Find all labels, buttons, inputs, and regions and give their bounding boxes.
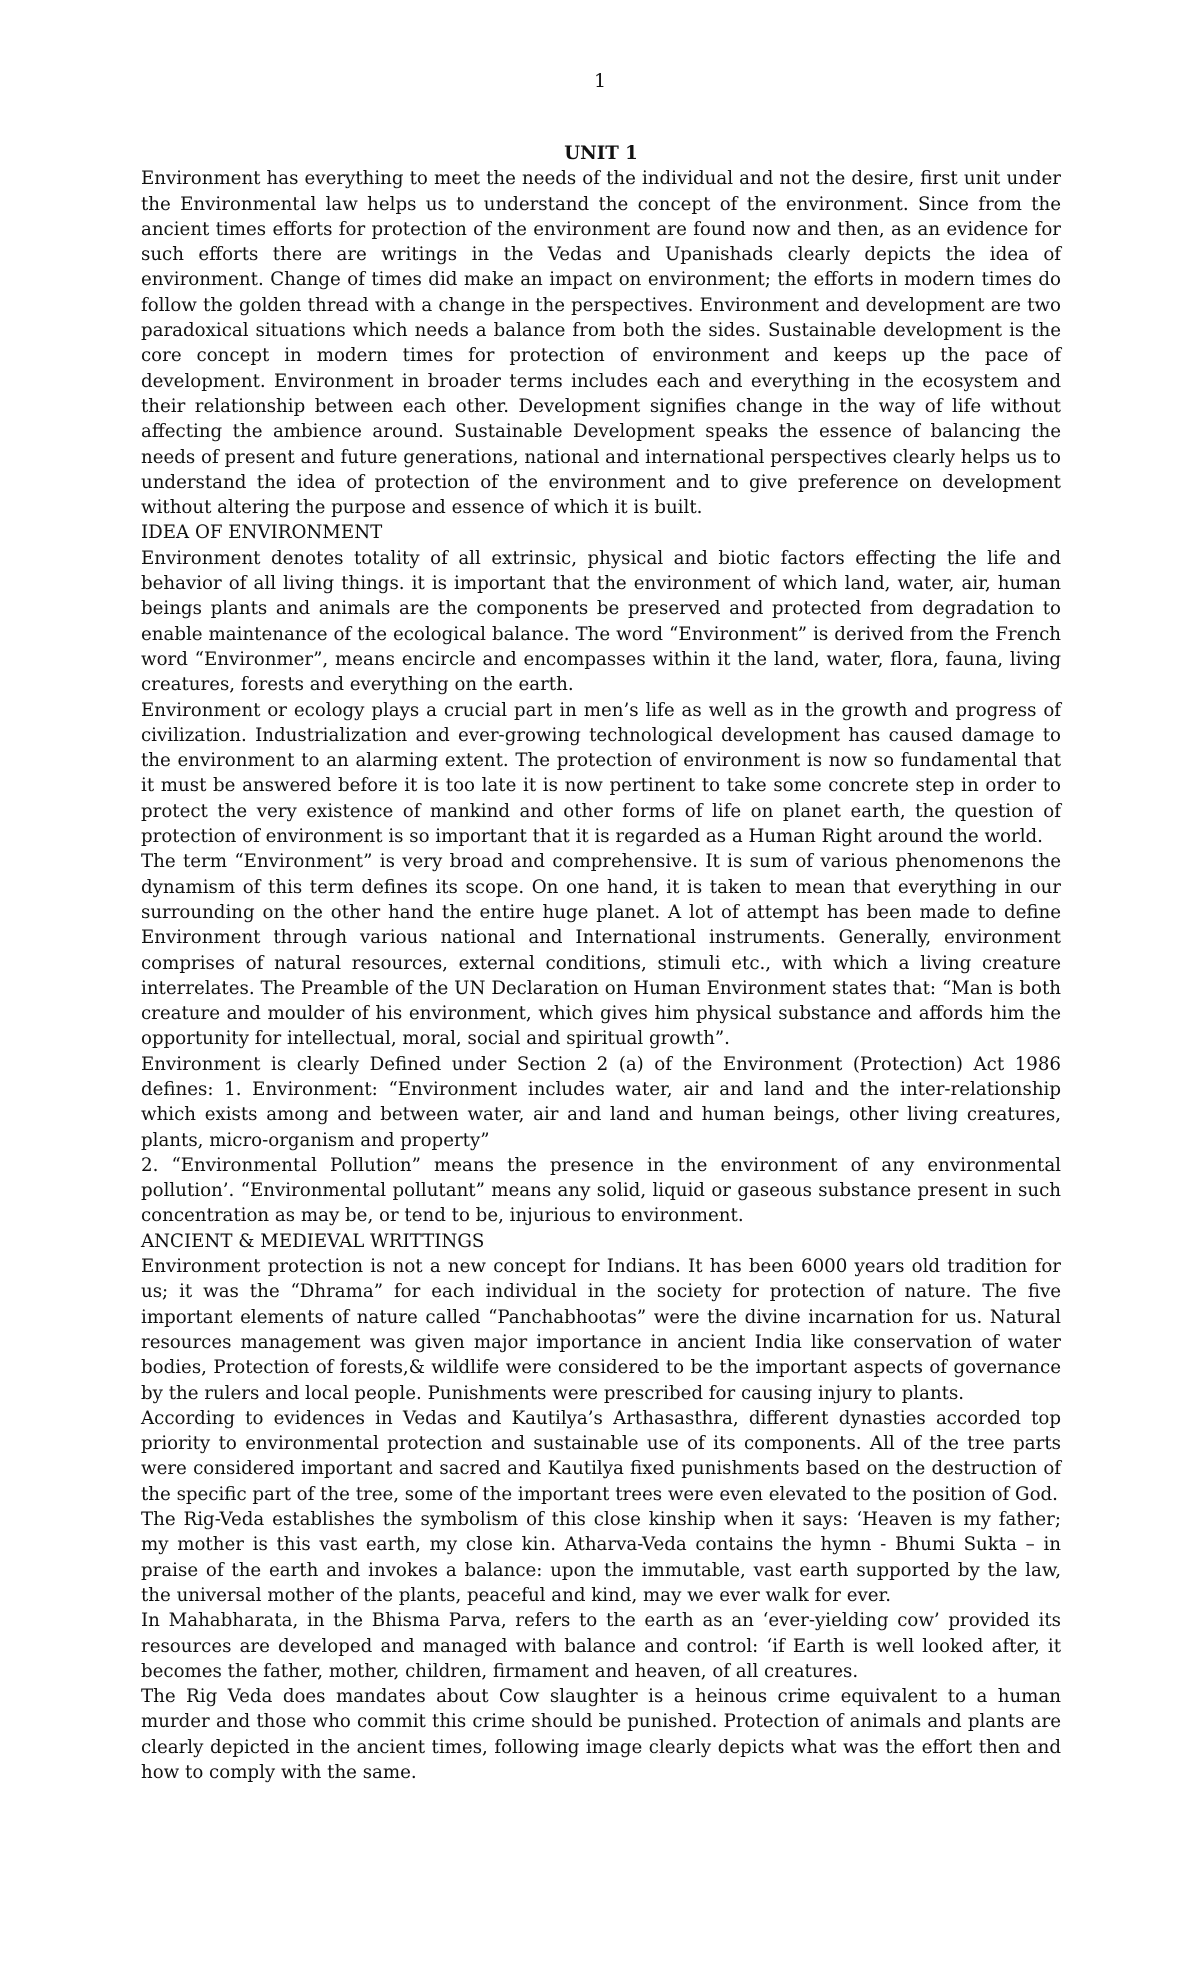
paragraph: In Mahabharata, in the Bhisma Parva, refers to the earth as an ‘ever-yielding cow’ provided its resources are developed and managed with balance and control: ‘if Earth is well looked after, it becomes the father, mother, children, firmament and heaven, of all creatures. <box>141 1610 1061 1682</box>
page-number: 1 <box>593 70 607 92</box>
paragraph: The Rig-Veda establishes the symbolism of this close kinship when it says: ‘Heaven is my father; my mother is this vast earth, my close kin. Atharva-Veda contains the hymn - Bhumi Sukta – in praise of the earth and invokes a balance: upon the immutable, vast earth supported by the law, the universal mother of the plants, peaceful and kind, may we ever walk for ever. <box>141 1509 1061 1606</box>
paragraph: Environment protection is not a new concept for Indians. It has been 6000 years old tradition for us; it was the “Dhrama” for each individual in the society for protection of nature. The five important elements of nature called “Panchabhootas” were the divine incarnation for us. Natural resources management was given major importance in ancient India like conservation of water bodies, Protection of forests,& wildlife were considered to be the important aspects of governance by the rulers and local people. Punishments were prescribed for causing injury to plants. <box>141 1256 1061 1404</box>
paragraph: 2. “Environmental Pollution” means the presence in the environment of any environmental pollution’. “Environmental pollutant” means any solid, liquid or gaseous substance present in such concentration as may be, or tend to be, injurious to environment. <box>141 1154 1061 1227</box>
section-heading-ancient: ANCIENT & MEDIEVAL WRITTINGS <box>141 1230 485 1252</box>
intro-paragraph: Environment has everything to meet the needs of the individual and not the desire, first unit under the Environmental law helps us to understand the concept of the environment. Since from the ancient times efforts for protection of the environment are found now and then, as an evidence for such efforts there are writings in the Vedas and Upanishads clearly depicts the idea of environment. Change of times did make an impact on environment; the efforts in modern times do follow the golden thread with a change in the perspectives. Environment and development are two paradoxical situations which needs a balance from both the sides. Sustainable development is the core concept in modern times for protection of environment and keeps up the pace of development. Environment in broader terms includes each and everything in the ecosystem and their relationship between each other. Development signifies change in the way of life without affecting the ambience around. Sustainable Development speaks the essence of balancing the needs of present and future generations, national and international perspectives clearly helps us to understand the idea of protection of the environment and to give preference on development without altering the purpose and essence of which it is built. <box>141 168 1061 519</box>
paragraph: The term “Environment” is very broad and comprehensive. It is sum of various phenomenons the dynamism of this term defines its scope. On one hand, it is taken to mean that everything in our surrounding on the other hand the entire huge planet. A lot of attempt has been made to define Environment through various national and International instruments. Generally, environment comprises of natural resources, external conditions, stimuli etc., with which a living creature interrelates. The Preamble of the UN Declaration on Human Environment states that: “Man is both creature and moulder of his environment, which gives him physical substance and affords him the opportunity for intellectual, moral, social and spiritual growth”. <box>141 851 1061 1050</box>
paragraph: Environment denotes totality of all extrinsic, physical and biotic factors effecting the life and behavior of all living things. it is important that the environment of which land, water, air, human beings plants and animals are the components be preserved and protected from degradation to enable maintenance of the ecological balance. The word “Environment” is derived from the French word “Environmer”, means encircle and encompasses within it the land, water, flora, fauna, living creatures, forests and everything on the earth. <box>141 547 1061 696</box>
paragraph: Environment or ecology plays a crucial part in men’s life as well as in the growth and progress of civilization. Industrialization and ever-growing technological development has caused damage to the environment to an alarming extent. The protection of environment is now so fundamental that it must be answered before it is too late it is now pertinent to take some concrete step in order to protect the very existence of mankind and other forms of life on planet earth, the question of protection of environment is so important that it is regarded as a Human Right around the world. <box>141 699 1061 848</box>
paragraph: According to evidences in Vedas and Kautilya’s Arthasasthra, different dynasties accorded top priority to environmental protection and sustainable use of its components. All of the tree parts were considered important and sacred and Kautilya fixed punishments based on the destruction of the specific part of the tree, some of the important trees were even elevated to the position of God. <box>141 1407 1061 1505</box>
paragraph: Environment is clearly Defined under Section 2 (a) of the Environment (Protection) Act 1986 defines: 1. Environment: “Environment includes water, air and land and the inter-relationship which exists among and between water, air and land and human beings, other living creatures, plants, micro-organism and property” <box>141 1053 1061 1151</box>
paragraph: The Rig Veda does mandates about Cow slaughter is a heinous crime equivalent to a human murder and those who commit this crime should be punished. Protection of animals and plants are clearly depicted in the ancient times, following image clearly depicts what was the effort then and how to comply with the same. <box>141 1686 1061 1783</box>
section-heading-idea: IDEA OF ENVIRONMENT <box>141 522 383 544</box>
document-body <box>141 141 1061 1785</box>
unit-title: UNIT 1 <box>564 143 638 164</box>
